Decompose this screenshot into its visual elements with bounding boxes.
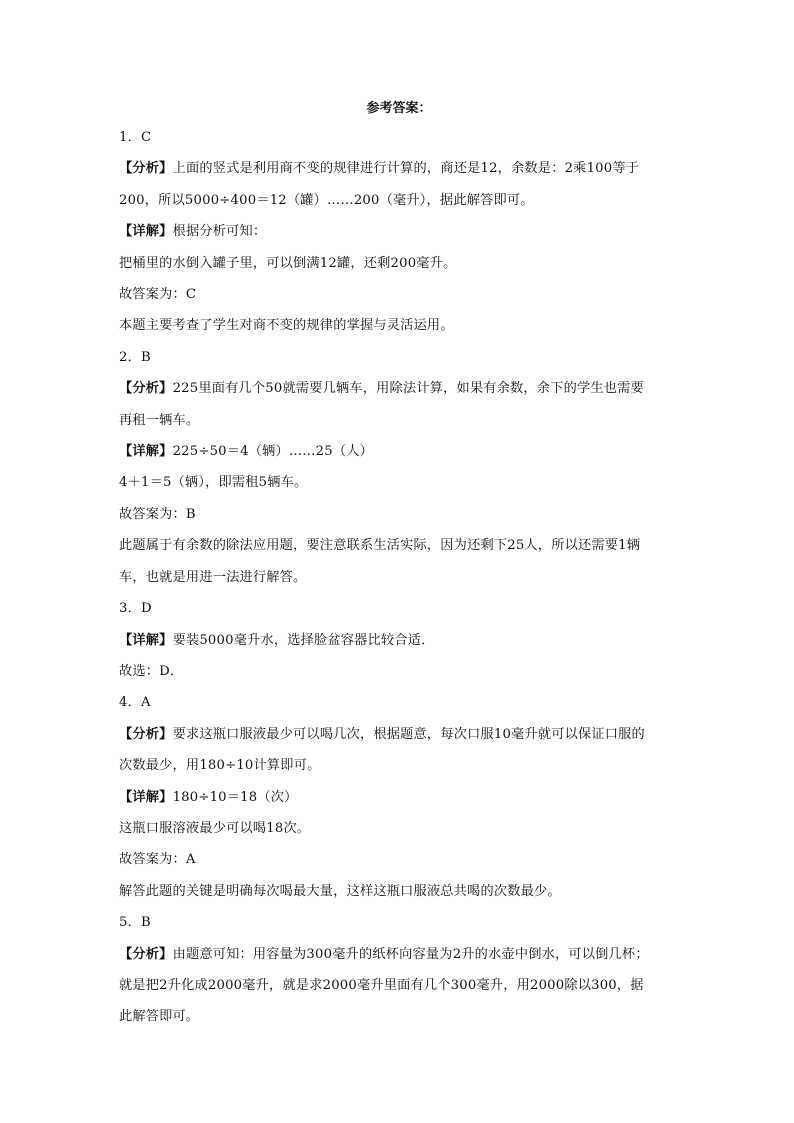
answer-line <box>119 782 679 813</box>
section-tag: 【详解】 <box>119 444 173 460</box>
answer-line <box>119 625 679 656</box>
answer-line <box>119 530 679 561</box>
line-text: 故答案为：C <box>119 287 197 303</box>
line-text: 由题意可知：用容量为300毫升的纸杯向容量为2升的水壶中倒水，可以倒几杯； <box>172 946 649 962</box>
line-text: 解答此题的关键是明确每次喝最大量，这样这瓶口服液总共喝的次数最少。 <box>119 883 561 899</box>
line-text: 此题属于有余数的除法应用题，要注意联系生活实际，因为还剩下25人，所以还需要1辆 <box>119 538 641 554</box>
answer-line <box>119 436 679 467</box>
answer-line <box>119 750 679 781</box>
line-text: 1．C <box>119 130 152 145</box>
line-text: 本题主要考查了学生对商不变的规律的掌握与灵活运用。 <box>119 318 454 334</box>
answer-line <box>119 153 679 184</box>
page-title: 参考答案： <box>366 101 432 116</box>
answer-line <box>119 593 679 624</box>
line-text: 3．D <box>119 601 152 617</box>
section-tag: 【详解】 <box>119 632 173 648</box>
line-text: 要求这瓶口服液最少可以喝几次，根据题意，每次口服10毫升就可以保证口服的 <box>172 726 645 742</box>
answer-line <box>119 342 679 373</box>
answer-line <box>119 876 679 907</box>
answer-page <box>119 96 679 1033</box>
answer-line <box>119 122 679 153</box>
answer-line <box>119 373 679 404</box>
line-text: 上面的竖式是利用商不变的规律进行计算的，商还是12，余数是：2乘100等于 <box>172 161 640 177</box>
section-tag: 【分析】 <box>119 381 173 397</box>
answer-line <box>119 467 679 498</box>
answer-line <box>119 216 679 247</box>
answer-line <box>119 562 679 593</box>
answer-line <box>119 279 679 310</box>
answer-line <box>119 970 679 1001</box>
answer-line <box>119 939 679 970</box>
answer-line <box>119 248 679 279</box>
line-text: 根据分析可知： <box>172 224 267 240</box>
answer-line <box>119 813 679 844</box>
line-text: 故选：D． <box>119 663 184 679</box>
answer-line <box>119 499 679 530</box>
line-text: 故答案为：B <box>119 506 196 522</box>
line-text: 225÷50＝4（辆）……25（人） <box>172 444 374 460</box>
section-tag: 【详解】 <box>119 789 173 805</box>
line-text: 200，所以5000÷400＝12（罐）……200（毫升），据此解答即可。 <box>119 192 534 208</box>
line-text: 就是把2升化成2000毫升，就是求2000毫升里面有几个300毫升，用2000除以300，据 <box>119 977 644 993</box>
section-tag: 【分析】 <box>119 161 173 177</box>
line-text: 再租一辆车。 <box>119 412 200 428</box>
answer-body <box>119 122 679 1033</box>
line-text: 此解答即可。 <box>119 1009 200 1025</box>
line-text: 180÷10＝18（次） <box>172 789 298 805</box>
line-text: 5．B <box>119 915 151 931</box>
line-text: 故答案为：A <box>119 852 196 868</box>
answer-line <box>119 719 679 750</box>
line-text: 225里面有几个50就需要几辆车，用除法计算，如果有余数，余下的学生也需要 <box>172 381 644 397</box>
line-text: 车，也就是用进一法进行解答。 <box>119 569 307 585</box>
line-text: 4＋1＝5（辆），即需租5辆车。 <box>119 475 308 491</box>
line-text: 4．A <box>119 695 151 711</box>
answer-line <box>119 310 679 341</box>
answer-line <box>119 656 679 687</box>
answer-line <box>119 1001 679 1032</box>
line-text: 要装5000毫升水，选择脸盆容器比较合适． <box>172 632 435 648</box>
line-text: 次数最少，用180÷10计算即可。 <box>119 758 321 774</box>
section-tag: 【分析】 <box>119 726 173 742</box>
answer-line <box>119 844 679 875</box>
answer-line <box>119 185 679 216</box>
line-text: 把桶里的水倒入罐子里，可以倒满12罐，还剩200毫升。 <box>119 255 457 271</box>
answer-line <box>119 687 679 718</box>
section-tag: 【详解】 <box>119 224 173 240</box>
answer-line <box>119 907 679 938</box>
answer-line <box>119 405 679 436</box>
line-text: 2．B <box>119 349 151 365</box>
line-text: 这瓶口服溶液最少可以喝18次。 <box>119 820 311 836</box>
section-tag: 【分析】 <box>119 946 173 962</box>
